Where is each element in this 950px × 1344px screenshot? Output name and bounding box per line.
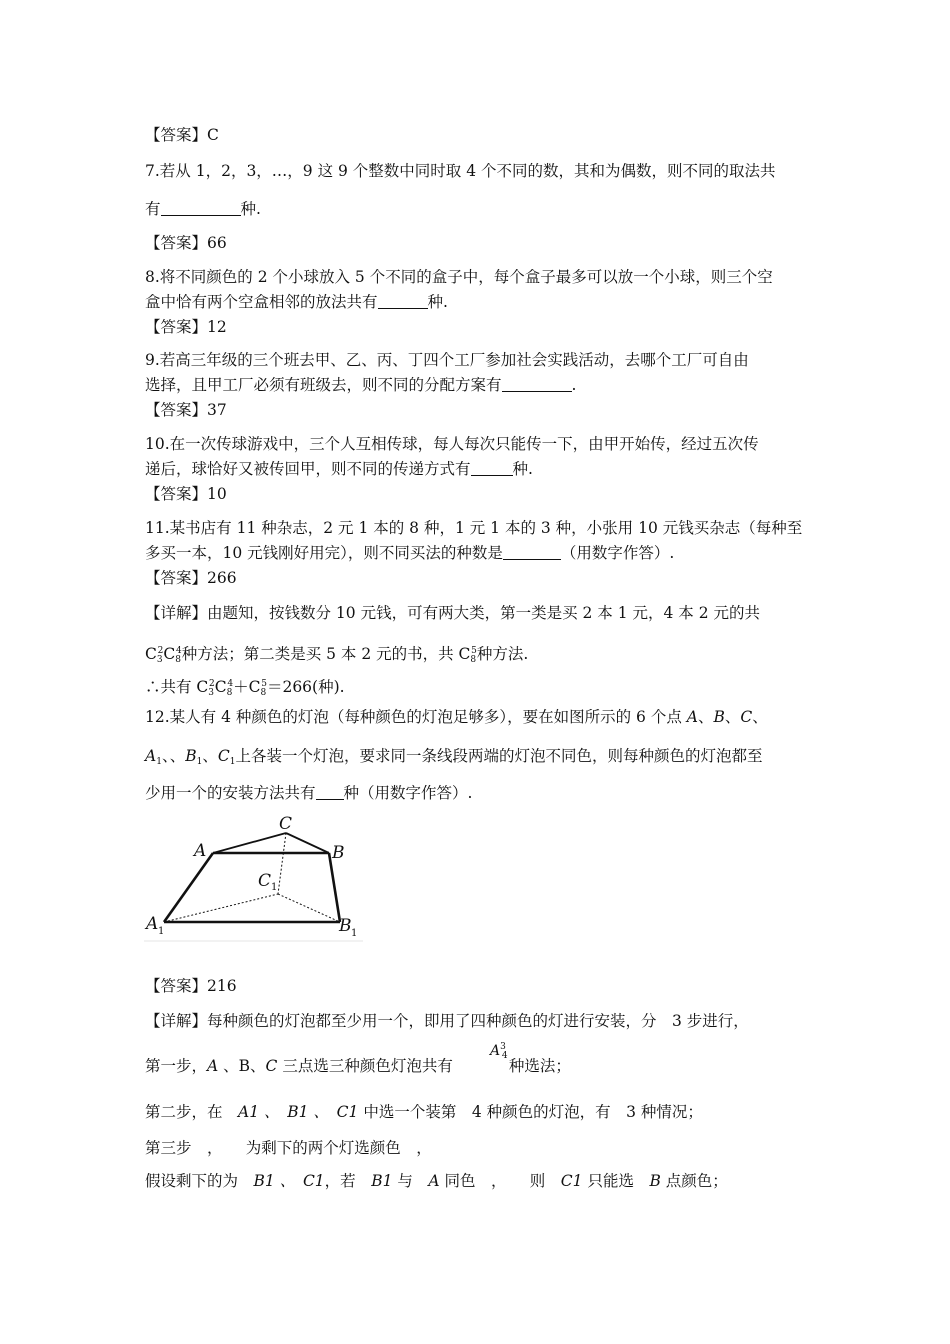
answer-line: 【答案】12 [145, 318, 227, 336]
question-9-line-2: 选择，且甲工厂必须有班级去，则不同的分配方案有 . [145, 376, 577, 394]
answer-line: 【答案】37 [145, 401, 227, 419]
detail-line: ∴共有 $C_3^2C_8^4+C_8^5=266$(种). [145, 678, 345, 698]
answer-blank [378, 292, 428, 309]
label-A: A [194, 841, 207, 861]
label-C1: C [258, 871, 272, 891]
answer-blank [316, 783, 344, 800]
question-12-line-2: $A_1$、、$B_1$、$C_1$上各装一个灯泡，要求同一条线段两端的灯泡不同色，则每种颜色的灯泡都至 [145, 747, 763, 767]
label-B1: B [339, 916, 352, 936]
question-9-line-1: 9.若高三年级的三个班去甲、乙、丙、丁四个工厂参加社会实践活动，去哪个工厂可自由 [145, 351, 749, 369]
step-4-line: 假设剩下的为 B1 、 C1，若 B1 与 A 同色 ， 则 C1 只能选 B 点颜色； [145, 1172, 728, 1190]
question-12-line-1: 12.某人有 4 种颜色的灯泡（每种颜色的灯泡足够多），要在如图所示的 6 个点 A、B、C、 [145, 708, 768, 726]
detail-line: $C_3^2C_8^4$种方法；第二类是买 5 本 2 元的书，共 $C_8^5$种方法. [145, 645, 529, 665]
question-11-line-2: 多买一本，10 元钱刚好用完），则不同买法的种数是 （用数字作答）. [145, 544, 675, 562]
answer-blank [471, 459, 513, 476]
step-1-line: 第一步，A 、B、C 三点选三种颜色灯泡共有 种选法； [145, 1057, 571, 1075]
step-2-line: 第二步，在 A1 、 B1 、 C1 中选一个装第 4 种颜色的灯泡，有 3 种情况； [145, 1103, 703, 1121]
answer-line: 【答案】66 [145, 234, 227, 252]
question-8-line-2: 盒中恰有两个空盒相邻的放法共有 种. [145, 293, 448, 311]
prism-figure [143, 812, 365, 942]
label-C1-sub: 1 [271, 882, 278, 893]
question-7-line-1: 7.若从 1，2，3，…，9 这 9 个整数中同时取 4 个不同的数，其和为偶数，则不同的取法共 [145, 162, 776, 180]
label-C: C [279, 814, 293, 834]
answer-line: 【答案】266 [145, 569, 237, 587]
question-11-line-1: 11.某书店有 11 种杂志，2 元 1 本的 8 种，1 元 1 本的 3 种，小张用 10 元钱买杂志（每种至 [145, 519, 803, 537]
question-12-line-3: 少用一个的安装方法共有 种（用数字作答）. [145, 784, 473, 802]
answer-line: 【答案】216 [145, 977, 237, 995]
permutation-symbol: $A^3_4$ [490, 1042, 508, 1061]
question-10-line-1: 10.在一次传球游戏中，三个人互相传球，每人每次只能传一下，由甲开始传，经过五次传 [145, 435, 759, 453]
label-B: B [332, 843, 345, 863]
question-7-line-2: 有 种. [145, 200, 261, 218]
answer-blank [503, 543, 561, 560]
question-8-line-1: 8.将不同颜色的 2 个小球放入 5 个不同的盒子中，每个盒子最多可以放一个小球，则三个空 [145, 268, 773, 286]
answer-line: 【答案】10 [145, 485, 227, 503]
answer-line: 【答案】C [145, 126, 219, 144]
answer-blank [502, 375, 572, 392]
answer-blank [161, 199, 241, 216]
detail-line: 【详解】由题知，按钱数分 10 元钱，可有两大类，第一类是买 2 本 1 元，4 本 2 元的共 [145, 604, 761, 622]
question-10-line-2: 递后，球恰好又被传回甲，则不同的传递方式有 种. [145, 460, 533, 478]
label-A1: A [146, 914, 159, 934]
detail-line: 【详解】每种颜色的灯泡都至少用一个，即用了四种颜色的灯进行安装，分 3 步进行， [145, 1012, 749, 1030]
step-3-line: 第三步 ， 为剩下的两个灯选颜色 ， [145, 1139, 432, 1157]
label-B1-sub: 1 [351, 928, 358, 939]
label-A1-sub: 1 [158, 926, 165, 937]
